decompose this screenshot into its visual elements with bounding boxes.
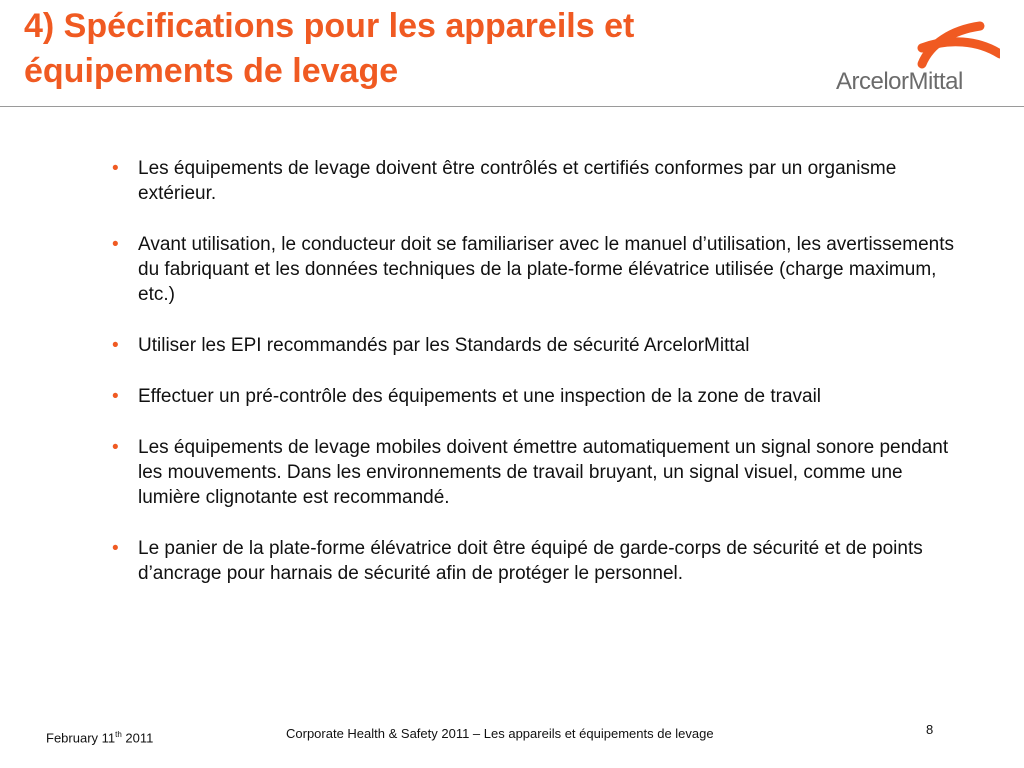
bullet-marker: • — [112, 386, 119, 407]
bullet-marker: • — [112, 538, 119, 559]
arcelormittal-logo — [830, 20, 1000, 100]
footer-title: Corporate Health & Safety 2011 – Les appareils et équipements de levage — [286, 726, 714, 741]
bullet-item — [110, 333, 970, 358]
bullet-item — [110, 384, 970, 409]
title-line-1: 4) Spécifications pour les appareils et — [24, 7, 635, 45]
bullet-text: Utiliser les EPI recommandés par les Standards de sécurité ArcelorMittal — [138, 335, 750, 356]
bullet-text: Avant utilisation, le conducteur doit se familiariser avec le manuel d’utilisation, les avertissements du fabriquant et les données techniques de la plate-forme élévatrice utilisée (charge maximum, etc.) — [138, 234, 954, 305]
bullet-item — [110, 232, 970, 307]
bullet-text: Les équipements de levage doivent être contrôlés et certifiés conformes par un organisme extérieur. — [138, 158, 897, 204]
bullet-text: Les équipements de levage mobiles doivent émettre automatiquement un signal sonore pendant les mouvements. Dans les environnements de travail bruyant, un signal visuel, comme une lumière clignotante est recommandé. — [138, 437, 949, 508]
slide-title — [24, 4, 804, 94]
footer-date-prefix: February 11 — [46, 730, 116, 746]
bullet-item — [110, 156, 970, 206]
bullet-marker: • — [112, 437, 119, 458]
bullet-item — [110, 435, 970, 510]
bullet-marker: • — [112, 234, 119, 255]
page-number: 8 — [926, 722, 934, 737]
footer-date-sup: th — [115, 730, 122, 739]
header-divider — [0, 106, 1024, 107]
footer-date — [46, 730, 153, 745]
bullet-text: Effectuer un pré-contrôle des équipements et une inspection de la zone de travail — [138, 386, 822, 407]
bullet-marker: • — [112, 335, 119, 356]
bullet-list — [110, 156, 970, 612]
title-line-2: équipements de levage — [24, 52, 399, 90]
logo-wordmark: ArcelorMittal — [836, 68, 963, 95]
footer-date-suffix: 2011 — [121, 730, 154, 746]
bullet-item — [110, 536, 970, 586]
bullet-text: Le panier de la plate-forme élévatrice doit être équipé de garde-corps de sécurité et de points d’ancrage pour harnais de sécurité afin de protéger le personnel. — [138, 538, 923, 584]
bullet-marker: • — [112, 158, 119, 179]
